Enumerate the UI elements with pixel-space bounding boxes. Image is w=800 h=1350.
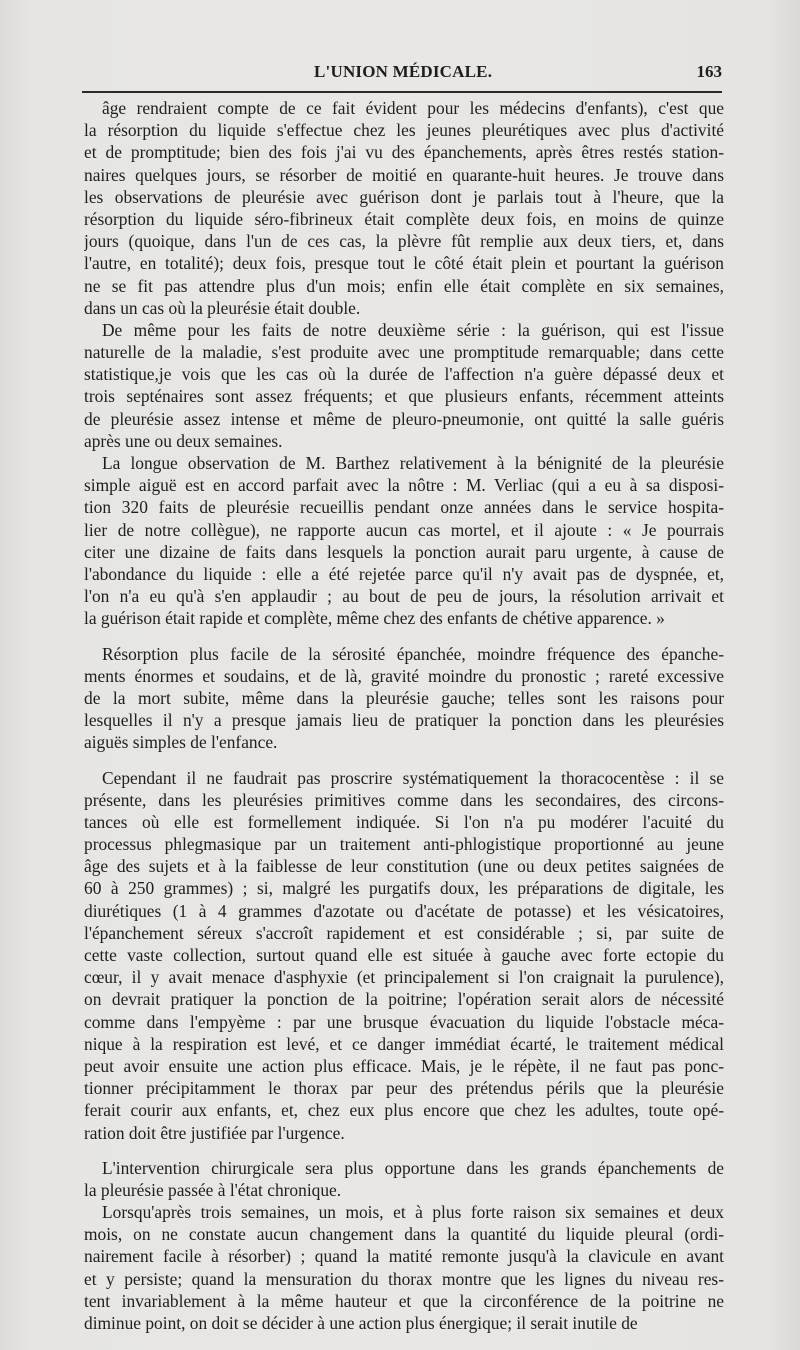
text-line: nique à la respiration est levé, et ce danger immédiat écarté, le traitement médical	[84, 1033, 724, 1054]
text-line: ferait courir aux enfants, et, chez eux plus encore que chez les adultes, toute opé-	[84, 1100, 724, 1121]
text-line: la guérison était rapide et complète, même chez des enfants de chétive apparence. »	[84, 608, 665, 629]
text-line: lier de notre collègue), ne rapporte aucun cas mortel, et il ajoute : « Je pourrais	[84, 519, 724, 540]
text-line: l'autre, en totalité); deux fois, presque tout le côté était plein et pourtant la guérison	[84, 253, 724, 274]
text-line: les observations de pleurésie avec guérison dont je parlais tout à l'heure, que la	[84, 186, 724, 207]
text-line: simple aiguë est en accord parfait avec la nôtre : M. Verliac (qui a eu à sa disposi-	[84, 475, 724, 496]
text-line: âge des sujets et à la faiblesse de leur constitution (une ou deux petites saignées de	[84, 856, 724, 877]
paragraph	[84, 1201, 724, 1334]
text-line: tent invariablement à la même hauteur et que la circonférence de la poitrine ne	[84, 1290, 724, 1311]
paragraph	[84, 97, 724, 319]
text-line: ration doit être justifiée par l'urgence.	[84, 1122, 345, 1143]
text-line: naires quelques jours, se résorber de moitié en quarante-huit heures. Je trouve dans	[84, 164, 724, 185]
text-line: tionner précipitamment le thorax par peur des prétendus périls que la pleurésie	[84, 1078, 724, 1099]
paragraph	[84, 319, 724, 452]
text-line: Lorsqu'après trois semaines, un mois, et à plus forte raison six semaines et deux	[102, 1202, 724, 1223]
text-line: processus phlegmasique par un traitement anti-phlogistique proportionné au jeune	[84, 834, 724, 855]
running-title: L'UNION MÉDICALE.	[314, 62, 493, 81]
text-line: la pleurésie passée à l'état chronique.	[84, 1179, 342, 1200]
text-line: La longue observation de M. Barthez relativement à la bénignité de la pleurésie	[102, 453, 724, 474]
page-number: 163	[696, 62, 722, 81]
text-line: aiguës simples de l'enfance.	[84, 732, 278, 753]
text-line: et de promptitude; bien des fois j'ai vu des épanchements, après êtres restés station-	[84, 142, 724, 163]
text-line: de la mort subite, même dans la pleurésie gauche; telles sont les raisons pour	[84, 687, 724, 708]
text-line: naturelle de la maladie, s'est produite avec une promptitude remarquable; dans cette	[84, 342, 724, 363]
text-line: résorption du liquide séro-fibrineux était complète deux fois, en moins de quinze	[84, 208, 724, 229]
text-line: 60 à 250 grammes) ; si, malgré les purgatifs doux, les préparations de digitale, les	[84, 878, 724, 899]
text-line: l'on n'a eu qu'à s'en applaudir ; au bout de peu de jours, la résolution arrivait et	[84, 586, 724, 607]
text-line: diminue point, on doit se décider à une action plus énergique; il serait inutile de	[84, 1313, 638, 1334]
text-line: ne se fit pas attendre plus d'un mois; enfin elle était complète en six semaines,	[84, 275, 724, 296]
text-line: Cependant il ne faudrait pas proscrire systématiquement la thoracocentèse : il se	[102, 767, 724, 788]
text-line: présente, dans les pleurésies primitives comme dans les secondaires, des circons-	[84, 789, 724, 810]
text-line: cœur, il y avait menace d'asphyxie (et principalement si l'on craignait la purulence),	[84, 967, 724, 988]
text-line: Résorption plus facile de la sérosité épanchée, moindre fréquence des épanche-	[102, 643, 724, 664]
paragraph	[84, 643, 724, 754]
text-line: et y persiste; quand la mensuration du thorax montre que les lignes du niveau res-	[84, 1268, 724, 1289]
text-line: dans un cas où la pleurésie était double.	[84, 297, 361, 318]
text-line: De même pour les faits de notre deuxième série : la guérison, qui est l'issue	[102, 319, 724, 340]
text-line: tances où elle est formellement indiquée. Si l'on n'a pu modérer l'acuité du	[84, 811, 724, 832]
text-line: l'épanchement séreux s'accroît rapidement et est considérable ; si, par suite de	[84, 922, 724, 943]
text-line: ments énormes et soudains, et de là, gravité moindre du pronostic ; rareté excessive	[84, 665, 724, 686]
text-line: statistique,je vois que les cas où la durée de l'affection n'a guère dépassé deux et	[84, 364, 724, 385]
text-line: citer une dizaine de faits dans lesquels la ponction aurait paru urgente, à cause de	[84, 541, 724, 562]
text-line: mois, on ne constate aucun changement dans la quantité du liquide pleural (ordi-	[84, 1224, 724, 1245]
text-line: peut avoir ensuite une action plus efficace. Mais, je le répète, il ne faut pas ponc-	[84, 1055, 724, 1076]
text-line: âge rendraient compte de ce fait évident pour les médecins d'enfants), c'est que	[102, 98, 724, 118]
text-line: trois septénaires sont assez fréquents; et que plusieurs enfants, récemment atteints	[84, 386, 724, 407]
page-header	[82, 56, 722, 86]
text-line: après une ou deux semaines.	[84, 430, 283, 451]
paragraph	[84, 767, 724, 1144]
text-line: L'intervention chirurgicale sera plus opportune dans les grands épanchements de	[102, 1157, 724, 1178]
paragraph	[84, 1157, 724, 1201]
text-line: comme dans l'empyème : par une brusque évacuation du liquide l'obstacle méca-	[84, 1011, 724, 1032]
text-line: cette vaste collection, surtout quand elle est située à gauche avec forte ectopie du	[84, 945, 724, 965]
text-line: on devrait pratiquer la ponction de la poitrine; l'opération serait alors de nécessité	[84, 989, 724, 1010]
text-line: diurétiques (1 à 4 grammes d'azotate ou d'acétate de potasse) et les vésicatoires,	[84, 900, 724, 921]
text-line: nairement facile à résorber) ; quand la matité remonte jusqu'à la clavicule en avant	[84, 1246, 724, 1267]
text-line: jours (quoique, dans l'un de ces cas, la plèvre fût remplie aux deux tiers, et, dans	[84, 231, 724, 252]
text-line: lesquelles il n'y a presque jamais lieu de pratiquer la ponction dans les pleurésies	[84, 710, 724, 731]
header-rule	[82, 91, 722, 93]
text-line: la résorption du liquide s'effectue chez les jeunes pleurétiques avec plus d'activité	[84, 120, 724, 141]
paragraph	[84, 452, 724, 630]
text-line: l'abondance du liquide : elle a été rejetée parce qu'il n'y avait pas de dyspnée, et,	[84, 563, 724, 584]
text-line: tion 320 faits de pleurésie recueillis pendant onze années dans le service hospita-	[84, 497, 724, 518]
text-line: de pleurésie assez intense et même de pleuro-pneumonie, ont quitté la salle guéris	[84, 408, 724, 429]
body-text	[84, 97, 724, 1334]
